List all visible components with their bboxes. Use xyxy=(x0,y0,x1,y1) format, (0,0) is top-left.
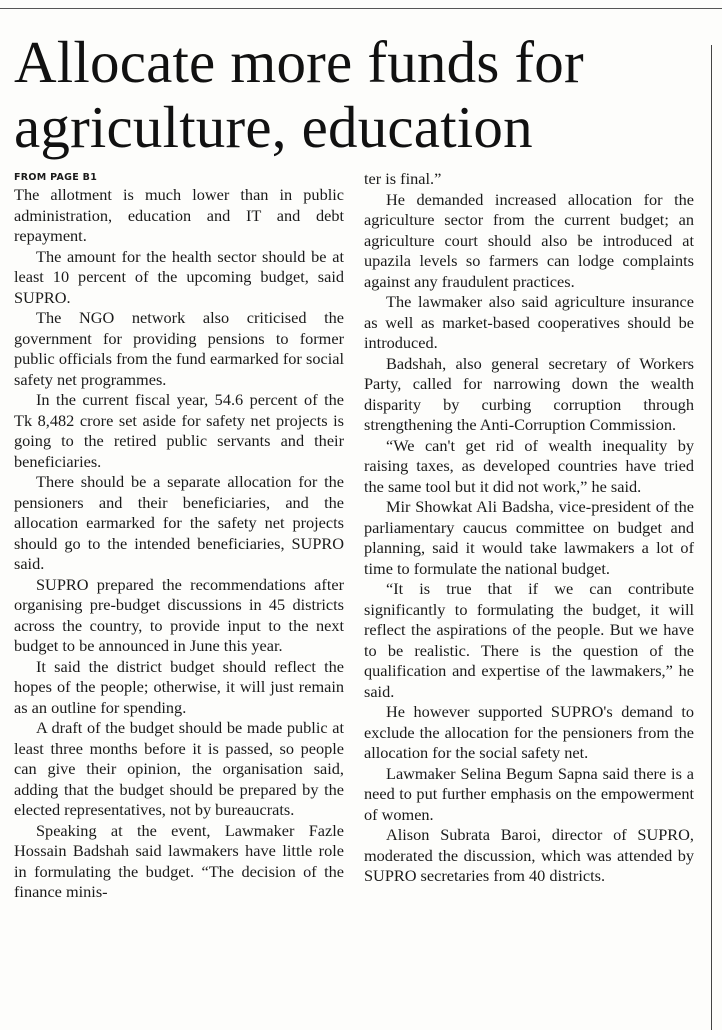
paragraph: The NGO network also criticised the government for providing pensions to former public officials from the fund earmarked for social safety net programmes. xyxy=(14,308,344,389)
paragraph: The amount for the health sector should be at least 10 percent of the upcoming budget, said SUPRO. xyxy=(14,246,344,307)
paragraph: A draft of the budget should be made public at least three months before it is passed, so people can give their opinion, the organisation said, adding that the budget should be prepared by the elected representatives, not by bureaucrats. xyxy=(14,718,344,819)
paragraph: SUPRO prepared the recommendations after organising pre-budget discussions in 45 districts across the country, to provide input to the next budget to be announced in June this year. xyxy=(14,574,344,655)
paragraph: “It is true that if we can contribute significantly to formulating the budget, it will reflect the aspirations of the people. But we have to be realistic. There is the question of the qualification and expertise of the lawmakers,” he said. xyxy=(364,579,694,701)
paragraph: He however supported SUPRO's demand to exclude the allocation for the pensioners from the allocation for the social safety net. xyxy=(364,702,694,762)
paragraph: Mir Showkat Ali Badsha, vice-president of the parliamentary caucus committee on budget and planning, said it would take lawmakers a lot of time to formulate the national budget. xyxy=(364,497,694,578)
article-column-left xyxy=(14,171,344,903)
paragraph: Lawmaker Selina Begum Sapna said there is a need to put further emphasis on the empowerment of women. xyxy=(364,763,694,824)
paragraph: It said the district budget should reflect the hopes of the people; otherwise, it will just remain as an outline for spending. xyxy=(14,656,344,717)
article-column-right xyxy=(364,169,694,887)
paragraph: Badshah, also general secretary of Workers Party, called for narrowing down the wealth disparity by curbing corruption through strengthening the Anti-Corruption Commission. xyxy=(364,353,694,434)
paragraph: “We can't get rid of wealth inequality by raising taxes, as developed countries have tried the same tool but it did not work,” he said. xyxy=(364,435,694,496)
paragraph: He demanded increased allocation for the agriculture sector from the current budget; an agriculture court should also be introduced at upazila levels so farmers can lodge complaints against any fraudulent practices. xyxy=(364,189,694,291)
paragraph: There should be a separate allocation for the pensioners and their beneficiaries, and the allocation earmarked for the safety net projects should go to the intended beneficiaries, SUPRO said. xyxy=(14,472,344,573)
headline: Allocate more funds for agriculture, education xyxy=(14,29,584,160)
column-rule xyxy=(711,45,712,1030)
top-rule xyxy=(0,8,722,9)
paragraph: The lawmaker also said agriculture insurance as well as market-based cooperatives should be introduced. xyxy=(364,292,694,352)
paragraph: The allotment is much lower than in public administration, education and IT and debt repayment. xyxy=(14,185,344,245)
paragraph: Alison Subrata Baroi, director of SUPRO, moderated the discussion, which was attended by SUPRO secretaries from 40 districts. xyxy=(364,825,694,885)
kicker: FROM PAGE B1 xyxy=(14,172,98,183)
paragraph: Speaking at the event, Lawmaker Fazle Hossain Badshah said lawmakers have little role in formulating the budget. “The decision of the finance minis- xyxy=(14,820,344,901)
paragraph: In the current fiscal year, 54.6 percent of the Tk 8,482 crore set aside for safety net projects is going to the retired public servants and their beneficiaries. xyxy=(14,390,344,471)
paragraph: ter is final.” xyxy=(364,169,442,188)
